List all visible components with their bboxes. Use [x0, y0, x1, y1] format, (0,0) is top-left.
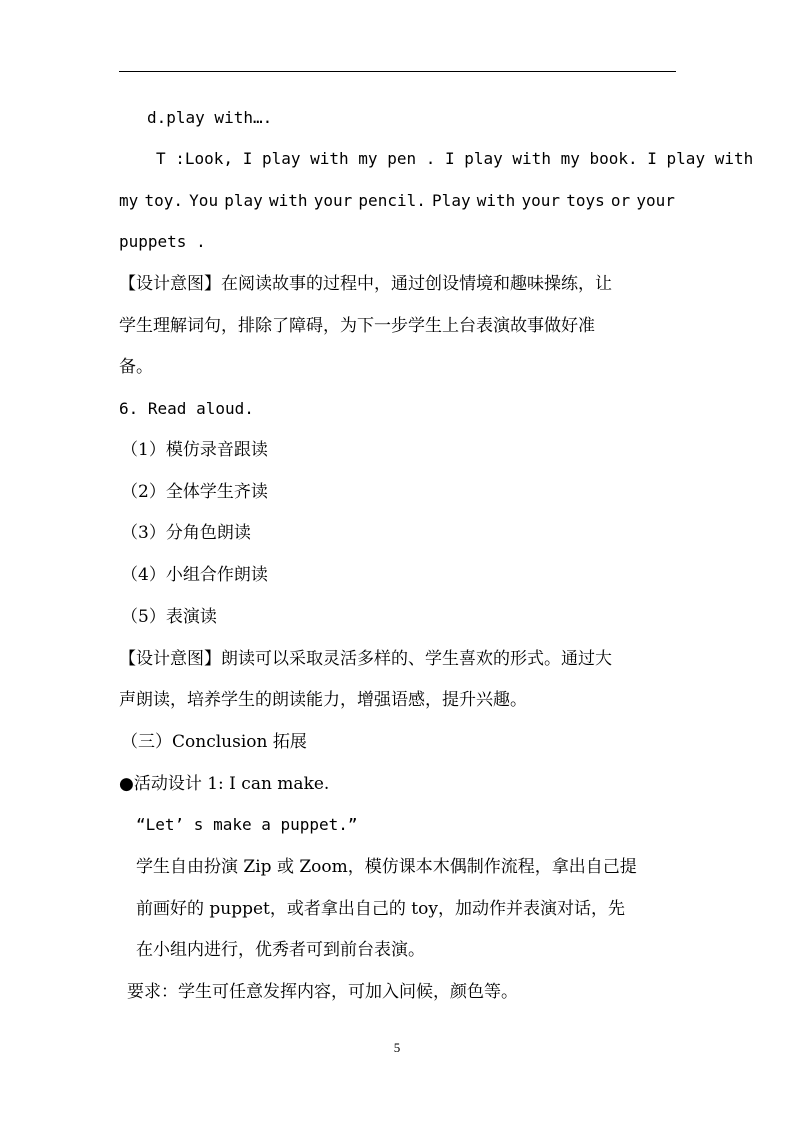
- word: pencil.: [358, 191, 426, 210]
- word: my: [119, 191, 139, 210]
- text-line: d.play with….: [147, 108, 273, 127]
- list-item: （5）表演读: [121, 607, 217, 627]
- text-line: puppets .: [119, 232, 206, 251]
- header-rule: [119, 71, 676, 72]
- word: or: [610, 191, 631, 210]
- word: toy.: [144, 191, 183, 210]
- word: play: [224, 191, 263, 210]
- section-heading: 6. Read aloud.: [119, 399, 254, 418]
- list-item: （3）分角色朗读: [121, 523, 251, 543]
- text-line: [119, 189, 675, 213]
- activity-heading: ●活动设计 1: I can make.: [119, 774, 330, 794]
- word: with: [476, 191, 516, 210]
- section-heading: （三）Conclusion 拓展: [121, 732, 307, 752]
- design-intent-paragraph-line: 备。: [119, 357, 153, 377]
- page-number: 5: [393, 1040, 401, 1055]
- design-intent-paragraph-line: 学生理解词句，排除了障碍，为下一步学生上台表演故事做好准: [119, 316, 595, 336]
- list-item: （1）模仿录音跟读: [121, 440, 268, 460]
- activity-paragraph-line: 学生自由扮演 Zip 或 Zoom，模仿课本木偶制作流程，拿出自己提: [136, 857, 637, 877]
- word: You: [189, 191, 219, 210]
- word: your: [313, 191, 353, 210]
- quote-line: “Let’ s make a puppet.”: [136, 815, 358, 834]
- list-item: （4）小组合作朗读: [121, 565, 268, 585]
- word: Play: [432, 191, 471, 210]
- word: your: [521, 191, 561, 210]
- design-intent-paragraph-line: 声朗读，培养学生的朗读能力，增强语感，提升兴趣。: [119, 690, 527, 710]
- list-item: （2）全体学生齐读: [121, 482, 268, 502]
- design-intent-paragraph-line: 【设计意图】在阅读故事的过程中，通过创设情境和趣味操练，让: [119, 274, 612, 294]
- activity-paragraph-line: 在小组内进行，优秀者可到前台表演。: [136, 940, 425, 960]
- word: your: [636, 191, 675, 210]
- text-line: T :Look, I play with my pen . I play with my book. I play with: [156, 149, 754, 168]
- activity-paragraph-line: 前画好的 puppet，或者拿出自己的 toy，加动作并表演对话，先: [136, 899, 625, 919]
- word: with: [268, 191, 308, 210]
- design-intent-paragraph-line: 【设计意图】朗读可以采取灵活多样的、学生喜欢的形式。通过大: [119, 649, 612, 669]
- word: toys: [566, 191, 605, 210]
- requirement-line: 要求：学生可任意发挥内容，可加入问候，颜色等。: [127, 982, 518, 1002]
